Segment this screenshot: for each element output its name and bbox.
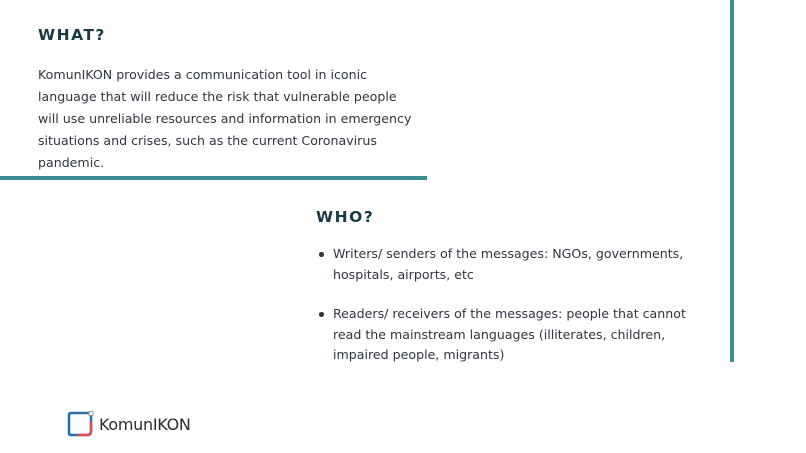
list-item-text: Readers/ receivers of the messages: people that cannot read the mainstream languages (illiterates, children, impaired people, migrants) [333,306,686,362]
logo [67,410,191,438]
who-list [316,244,691,366]
vertical-divider [730,0,734,362]
who-heading: WHO? [316,208,375,226]
horizontal-divider [0,176,427,180]
logo-text: KomunIKON [99,414,191,434]
list-item-text: Writers/ senders of the messages: NGOs, governments, hospitals, airports, etc [333,246,684,282]
what-heading: WHAT? [38,26,106,44]
what-description: KomunIKON provides a communication tool in iconic language that will reduce the risk that vulnerable people will use unreliable resources and information in emergency situations and crises, such as the current Coronavirus pandemic. [38,67,412,170]
list-item [316,304,691,366]
bullet-icon [319,252,324,257]
bullet-icon [319,312,324,317]
komunikon-logo-icon [67,411,94,438]
list-item [316,244,691,285]
